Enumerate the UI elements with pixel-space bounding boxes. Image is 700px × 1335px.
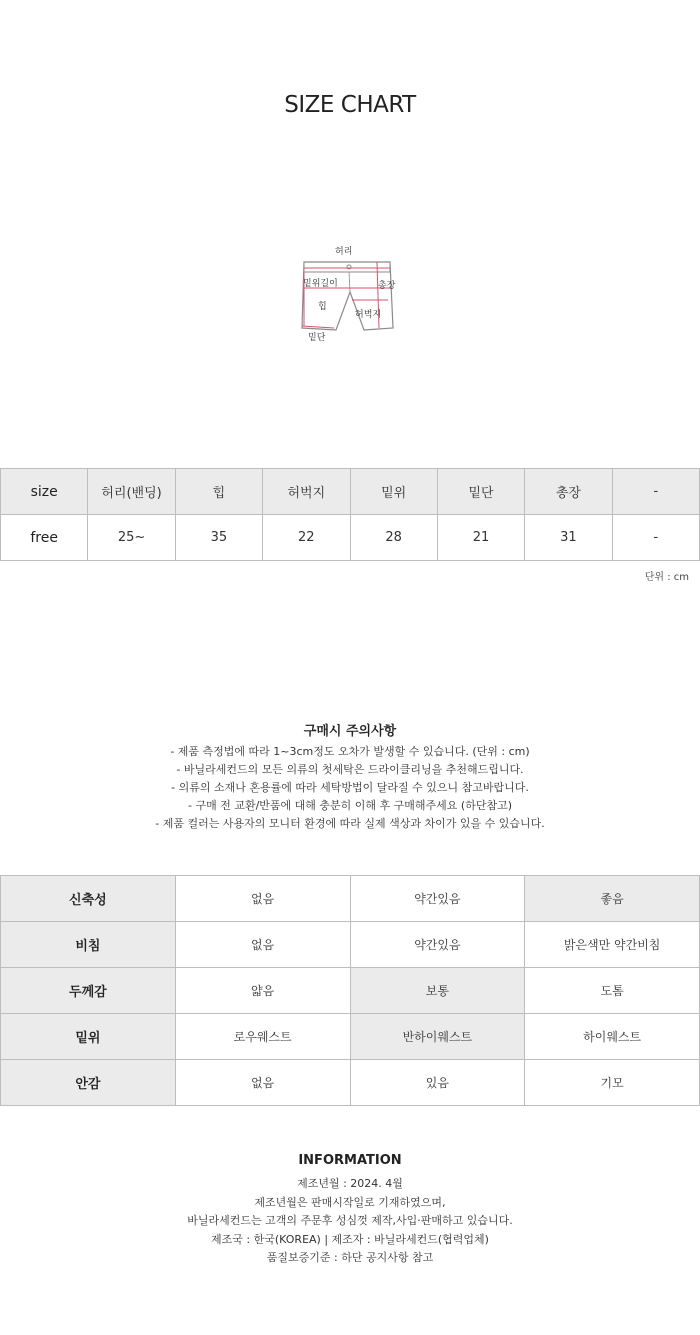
attr-option: 얇음 [175, 968, 350, 1014]
attr-option: 없음 [175, 922, 350, 968]
attr-row-lining [1, 1060, 700, 1106]
size-table-header-row [1, 469, 700, 515]
attr-row-rise [1, 1014, 700, 1060]
attr-key: 비침 [1, 922, 176, 968]
attr-option: 없음 [175, 876, 350, 922]
attr-option: 약간있음 [350, 876, 525, 922]
information-title: INFORMATION [298, 1153, 402, 1168]
attr-option: 도톰 [525, 968, 700, 1014]
size-header-cell: 총장 [525, 469, 612, 515]
label-hem: 밑단 [308, 333, 326, 343]
label-rise: 밑위길이 [303, 279, 338, 289]
size-header-cell: size [1, 469, 88, 515]
caution-item: - 구매 전 교환/반품에 대해 충분히 이해 후 구매해주세요 (하단참고) [187, 799, 512, 812]
caution-item: - 바닐라세컨드의 모든 의류의 첫세탁은 드라이클리닝을 추천해드립니다. [176, 763, 524, 776]
caution-item: - 제품 측정법에 따라 1~3cm정도 오차가 발생할 수 있습니다. (단위 : cm) [170, 745, 530, 758]
size-header-cell: - [612, 469, 699, 515]
attr-option-selected: 좋음 [525, 876, 700, 922]
caution-item: - 의류의 소재나 혼용률에 따라 세탁방법이 달라질 수 있으니 참고바랍니다. [171, 781, 529, 794]
attr-option-selected: 반하이웨스트 [350, 1014, 525, 1060]
attr-row-stretch [1, 876, 700, 922]
shorts-illustration [290, 240, 410, 350]
attr-option: 밝은색만 약간비침 [525, 922, 700, 968]
label-thigh: 허벅지 [355, 310, 382, 320]
attr-option: 없음 [175, 1060, 350, 1106]
information-list [0, 1175, 700, 1268]
attr-row-thickness [1, 968, 700, 1014]
fabric-attributes-table [0, 875, 700, 1106]
size-header-cell: 힙 [175, 469, 262, 515]
page-title: SIZE CHART [284, 92, 416, 118]
caution-list [0, 743, 700, 833]
size-cell: 28 [350, 515, 437, 561]
size-cell: - [612, 515, 699, 561]
attr-option: 약간있음 [350, 922, 525, 968]
attr-key: 신축성 [1, 876, 176, 922]
caution-item: - 제품 컬러는 사용자의 모니터 환경에 따라 실제 색상과 차이가 있을 수 있습니다. [155, 817, 545, 830]
attr-key: 밑위 [1, 1014, 176, 1060]
attr-key: 안감 [1, 1060, 176, 1106]
attr-option: 하이웨스트 [525, 1014, 700, 1060]
size-cell: 31 [525, 515, 612, 561]
information-line: 제조년월은 판매시작일로 기재하였으며, [254, 1195, 446, 1209]
size-table [0, 468, 700, 561]
size-cell: 21 [437, 515, 524, 561]
size-header-cell: 허벅지 [263, 469, 350, 515]
label-hip: 힙 [318, 302, 327, 312]
attr-option: 기모 [525, 1060, 700, 1106]
size-cell: 25~ [88, 515, 175, 561]
attr-option: 있음 [350, 1060, 525, 1106]
size-header-cell: 밑단 [437, 469, 524, 515]
size-table-row [1, 515, 700, 561]
information-line: 품질보증기준 : 하단 공지사항 참고 [266, 1251, 434, 1264]
label-length: 총장 [378, 281, 396, 291]
information-line: 제조국 : 한국(KOREA) | 제조자 : 바닐라세컨드(협력업체) [211, 1232, 489, 1246]
shorts-measurement-diagram [290, 240, 410, 350]
information-line: 제조년월 : 2024. 4월 [297, 1177, 403, 1190]
size-header-cell: 밑위 [350, 469, 437, 515]
attr-key: 두께감 [1, 968, 176, 1014]
attr-option: 로우웨스트 [175, 1014, 350, 1060]
attr-row-sheerness [1, 922, 700, 968]
size-header-cell: 허리(밴딩) [88, 469, 175, 515]
size-cell: 35 [175, 515, 262, 561]
unit-note: 단위 : cm [644, 572, 689, 583]
size-cell: 22 [263, 515, 350, 561]
caution-title: 구매시 주의사항 [303, 724, 397, 739]
information-line: 바닐라세컨드는 고객의 주문후 성심껏 제작,사입·판매하고 있습니다. [187, 1214, 513, 1227]
attr-option-selected: 보통 [350, 968, 525, 1014]
label-waist: 허리 [335, 247, 353, 257]
size-cell: free [1, 515, 88, 561]
